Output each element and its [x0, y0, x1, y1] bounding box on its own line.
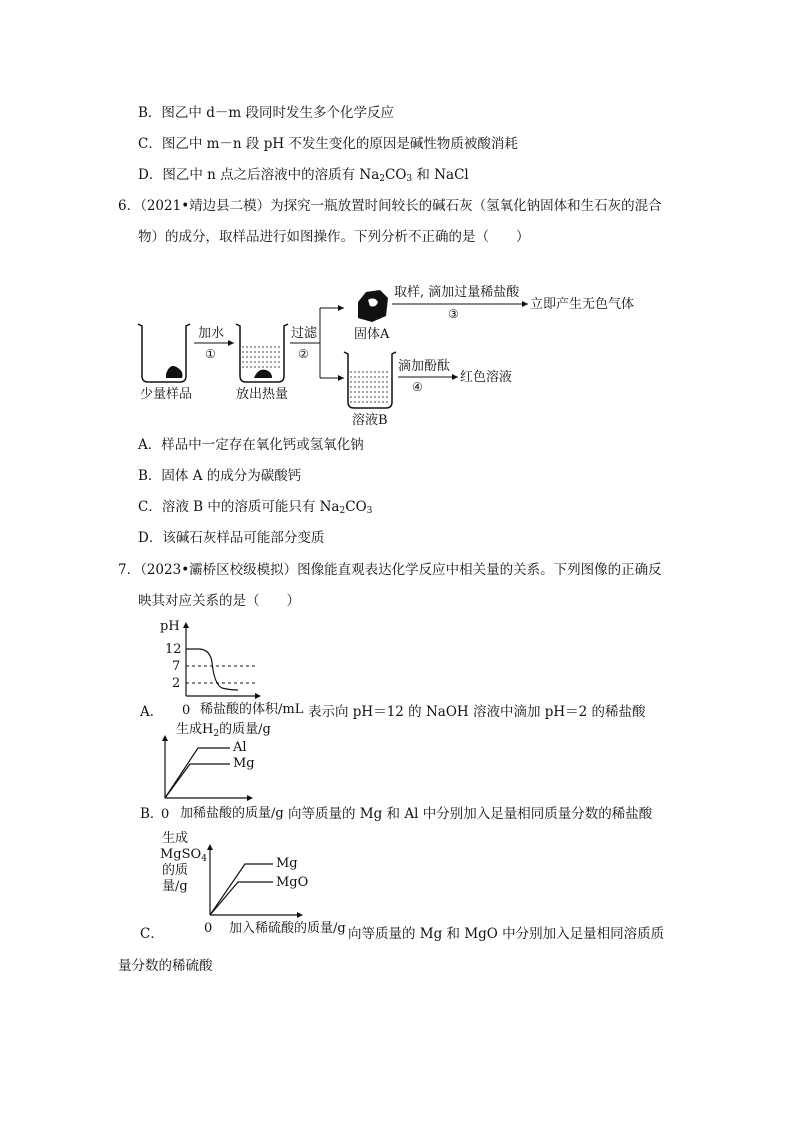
q7-stem-line1: 7．（2023•灞桥区校级模拟）图像能直观表达化学反应中相关量的关系。下列图像的正确反 — [118, 562, 662, 578]
graph-a-tick-2: 2 — [172, 676, 181, 691]
label-add-water: 加水 — [198, 326, 225, 341]
graph-c — [140, 830, 665, 942]
graph-b-al-label: Al — [233, 740, 247, 755]
graph-b-mg-line — [165, 764, 230, 798]
graph-c-origin: 0 — [204, 921, 213, 936]
graph-c-mgo-line — [210, 882, 273, 915]
solid-a-shape — [358, 290, 388, 322]
graph-b — [140, 721, 653, 822]
q7-graphs — [0, 600, 794, 960]
graph-a-letter: A． — [140, 704, 164, 720]
label-step-2: ② — [298, 347, 309, 361]
graph-b-al-line — [165, 748, 230, 798]
graph-c-ylabel-1: 生成 — [162, 831, 189, 846]
beaker-sample — [138, 324, 190, 382]
label-solid-a: 固体A — [354, 327, 390, 342]
graph-a — [139, 619, 646, 720]
graph-c-mg-label: Mg — [276, 856, 298, 871]
label-heat: 放出热量 — [236, 387, 289, 402]
graph-c-ylabel-3: 的质 — [162, 863, 189, 878]
graph-c-xlabel: 加入稀硫酸的质量/g — [229, 921, 346, 936]
graph-a-xlabel: 稀盐酸的体积/mL — [200, 702, 304, 717]
label-step4-action: 滴加酚酞 — [398, 359, 451, 374]
q7-stem-line2: 映其对应关系的是（ ） — [138, 593, 300, 609]
graph-b-description: 向等质量的 Mg 和 Al 中分别加入足量相同质量分数的稀盐酸 — [288, 806, 653, 822]
q6-stem-line2: 物）的成分，取样品进行如图操作。下列分析不正确的是（ ） — [138, 229, 530, 245]
label-step3-action: 取样, 滴加过量稀盐酸 — [394, 285, 520, 300]
graph-b-ylabel: 生成$H_2$的质量/g — [176, 722, 271, 739]
graph-a-curve — [186, 649, 238, 690]
graph-b-origin: 0 — [161, 807, 170, 822]
q6-option-d: D．该碱石灰样品可能部分变质 — [138, 530, 325, 546]
q6-option-a: A．样品中一定存在氧化钙或氢氧化钠 — [138, 437, 364, 453]
graph-a-ylabel: pH — [160, 619, 180, 634]
graph-b-mg-label: Mg — [233, 756, 255, 771]
q6-option-b: B．固体 A 的成分为碳酸钙 — [138, 468, 302, 484]
graph-c-ylabel-2: MgSO$_4$ — [160, 847, 207, 864]
beaker-solution-b — [344, 352, 396, 408]
beaker-heat — [236, 324, 288, 382]
label-sample: 少量样品 — [140, 387, 193, 402]
q6-stem-line1: 6．（2021•靖边县二模）为探究一瓶放置时间较长的碱石灰（氢氧化钠固体和生石灰的混合 — [118, 198, 662, 214]
label-result-4: 红色溶液 — [460, 370, 513, 385]
label-solution-b: 溶液B — [352, 413, 388, 428]
label-step-1: ① — [205, 347, 216, 361]
label-filter: 过滤 — [291, 326, 318, 341]
graph-a-description: 表示向 pH＝12 的 NaOH 溶液中滴加 pH＝2 的稀盐酸 — [308, 704, 646, 720]
graph-a-origin: 0 — [182, 703, 191, 718]
q5-option-b: B．图乙中 d－m 段同时发生多个化学反应 — [138, 105, 394, 121]
q5-option-d: D．图乙中 n 点之后溶液中的溶质有 $Na_2CO_3$ 和 NaCl — [138, 167, 469, 184]
graph-c-description-2: 量分数的稀硫酸 — [118, 958, 213, 974]
graph-c-mgo-label: MgO — [276, 875, 309, 890]
graph-c-mg-line — [210, 864, 273, 915]
q6-option-c: C．溶液 B 中的溶质可能只有 $Na_2CO_3$ — [138, 499, 373, 516]
label-result-3: 立即产生无色气体 — [530, 297, 635, 312]
label-step-3: ③ — [448, 307, 459, 321]
graph-a-tick-7: 7 — [172, 659, 181, 674]
graph-b-xlabel: 加稀盐酸的质量/g — [180, 806, 284, 821]
graph-c-letter: C． — [140, 926, 164, 942]
q5-option-c: C．图乙中 m－n 段 pH 不发生变化的原因是碱性物质被酸消耗 — [138, 136, 518, 152]
graph-c-description-1: 向等质量的 Mg 和 MgO 中分别加入足量相同溶质质 — [348, 926, 665, 942]
graph-c-ylabel-4: 量/g — [162, 879, 188, 894]
graph-a-tick-12: 12 — [165, 642, 182, 657]
q6-experiment-diagram — [0, 0, 794, 440]
graph-b-letter: B． — [140, 806, 164, 822]
label-step-4: ④ — [412, 380, 423, 394]
